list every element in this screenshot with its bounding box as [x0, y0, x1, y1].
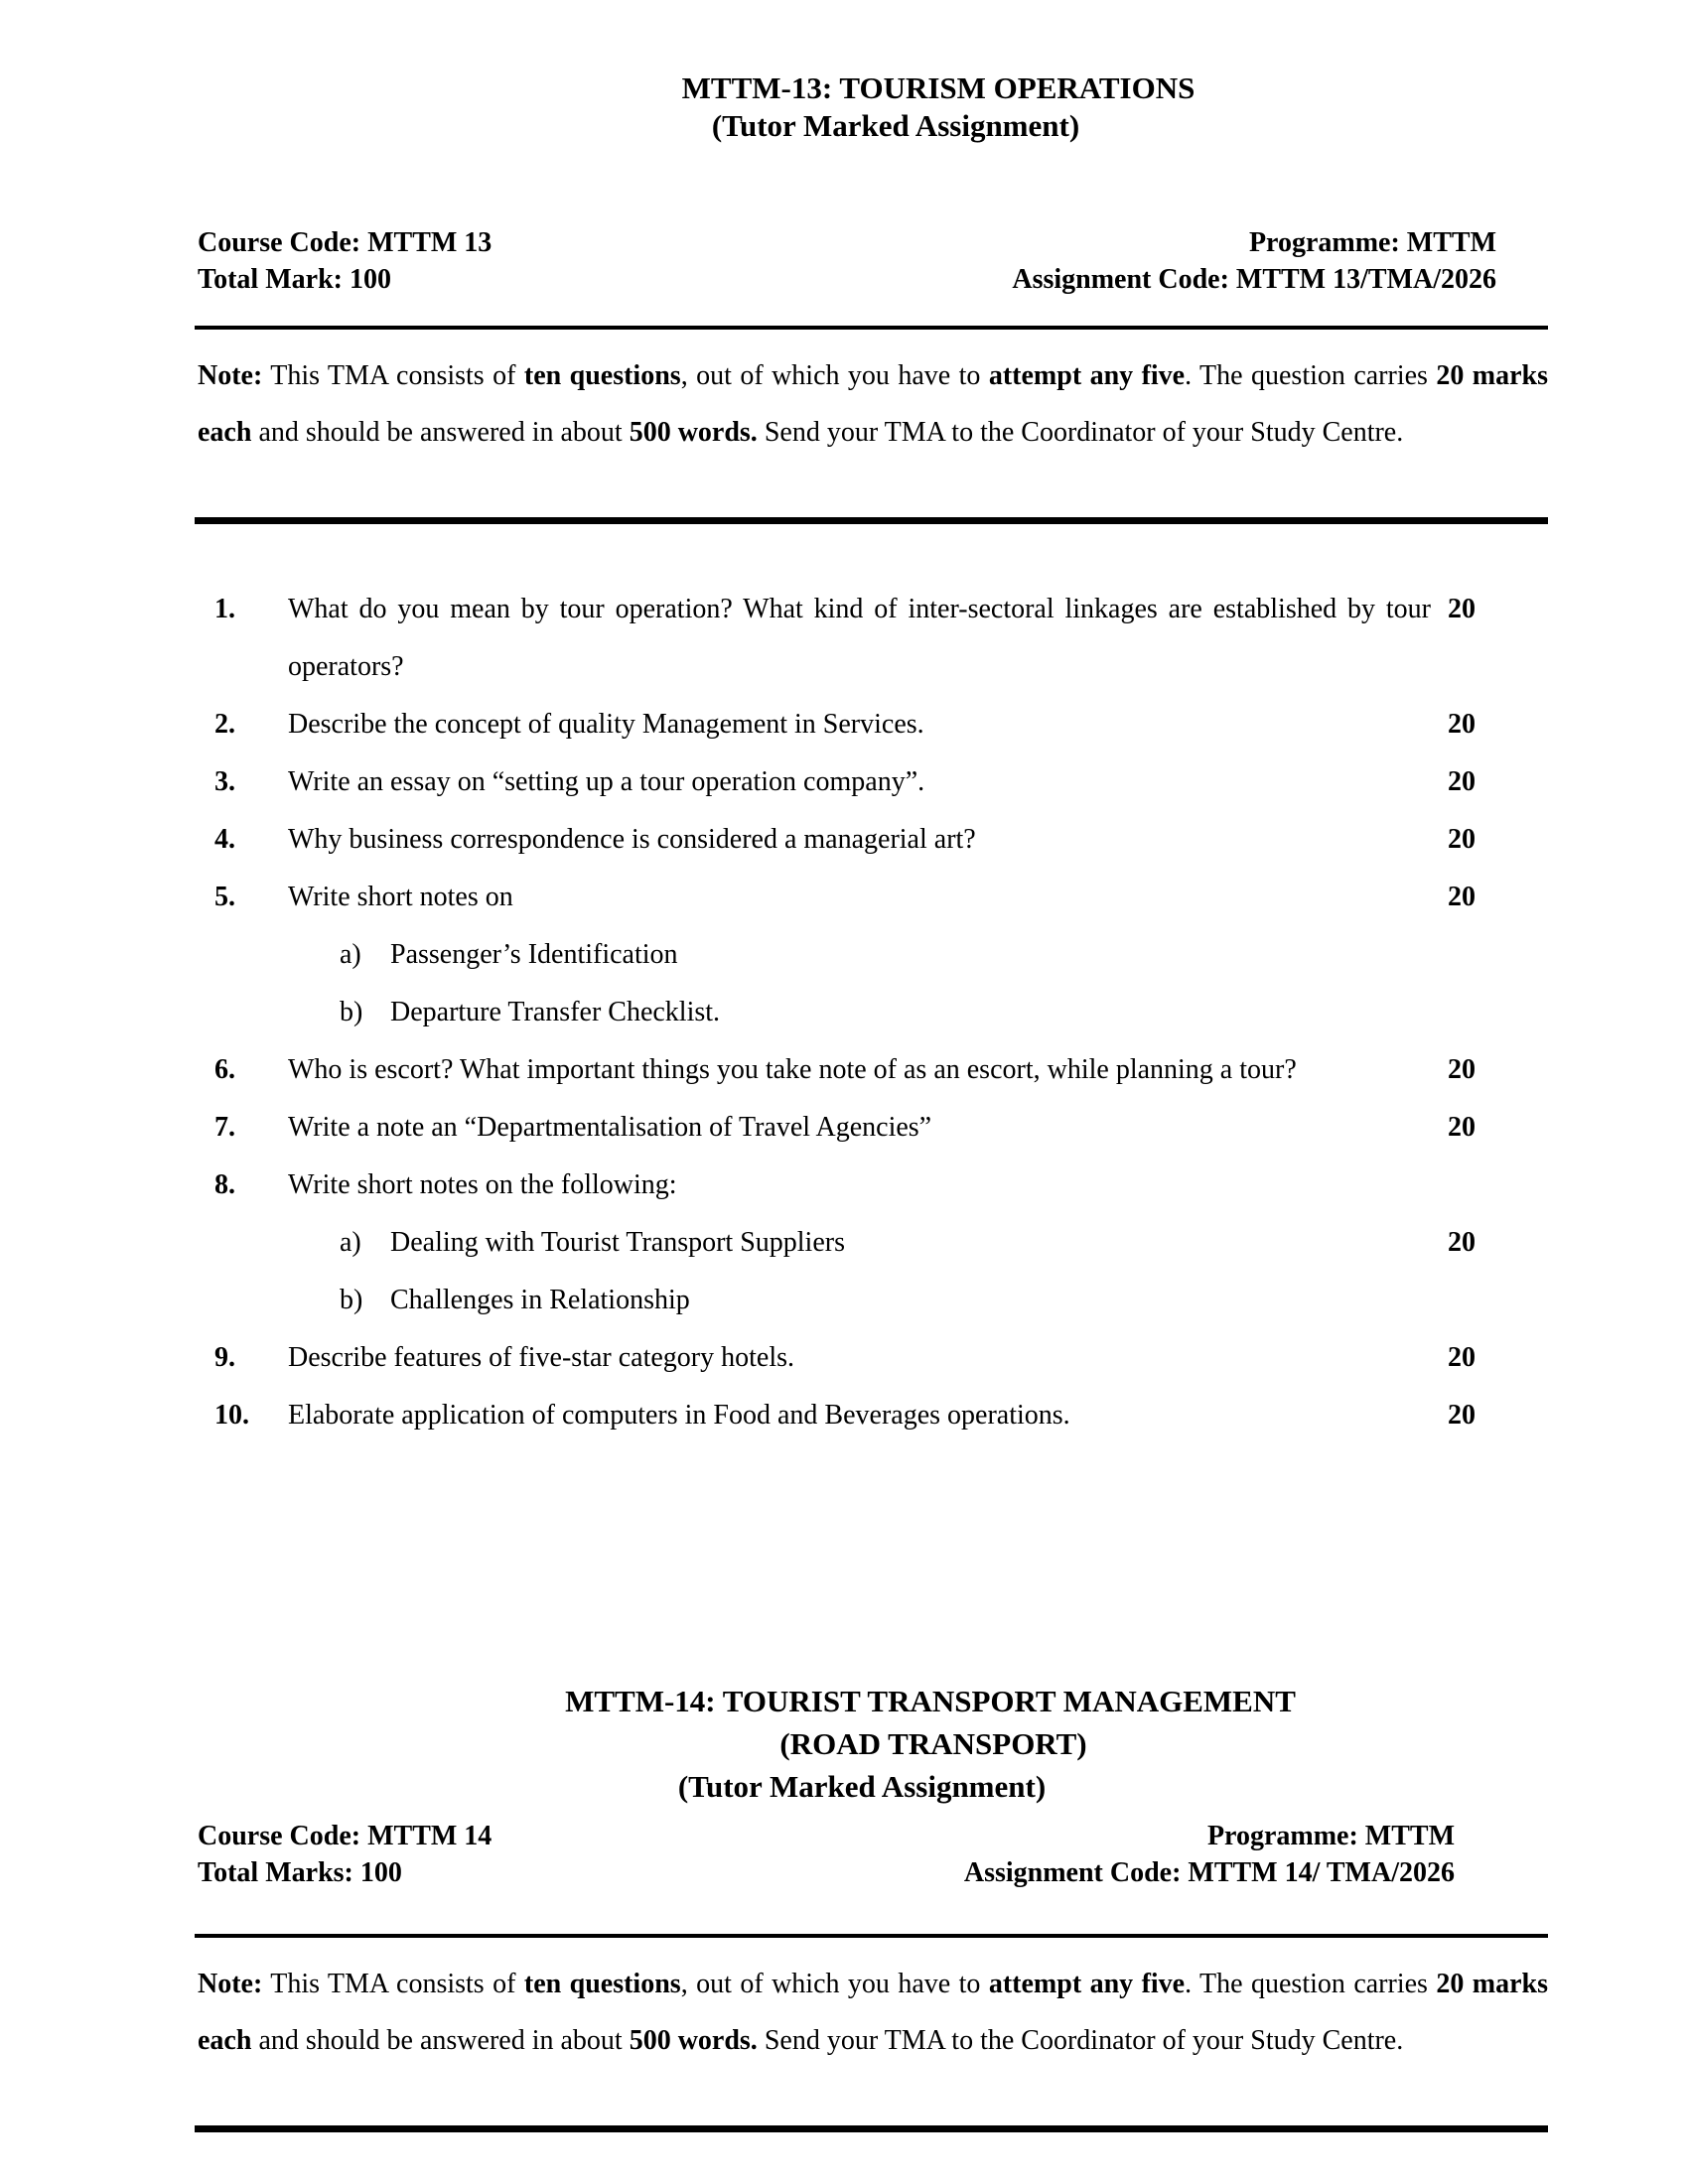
- section1-header-info: [198, 224, 1548, 298]
- question-row: [198, 753, 1548, 811]
- section2-subtitle-road-transport: (ROAD TRANSPORT): [779, 1726, 1087, 1761]
- question-mark: 20: [1448, 1342, 1476, 1373]
- question-row: [198, 696, 1548, 753]
- question-subitem-text: [288, 984, 1431, 1041]
- question-subitem-row: [198, 1214, 1548, 1272]
- question-number: 8.: [214, 1169, 235, 1200]
- question-text: Who is escort? What important things you take note of as an escort, while planning a tour?: [288, 1054, 1297, 1085]
- subitem-label-text: Challenges in Relationship: [390, 1285, 690, 1315]
- question-number: 6.: [214, 1054, 235, 1085]
- note-bold-text: 500 words.: [629, 2025, 758, 2056]
- question-mark: 20: [1448, 1227, 1476, 1258]
- question-row: [198, 1387, 1548, 1444]
- section1-programme: Programme: MTTM: [1248, 227, 1496, 258]
- question-text: Write short notes on: [288, 882, 513, 912]
- section1-assignment-code: Assignment Code: MTTM 13/TMA/2026: [1012, 264, 1496, 295]
- question-number: 5.: [214, 882, 235, 912]
- question-text: Elaborate application of computers in Food and Beverages operations.: [288, 1400, 1070, 1431]
- note-text: , out of which you have to: [680, 1969, 989, 1999]
- question-mark: [1431, 984, 1548, 1041]
- section2-header-left: [198, 1818, 492, 1891]
- section2-total-mark: Total Marks: 100: [198, 1857, 402, 1888]
- note-text: Send your TMA to the Coordinator of your Study Centre.: [757, 417, 1404, 448]
- section2-header-info: [198, 1818, 1548, 1891]
- question-mark: [1431, 926, 1548, 984]
- note-bold-text: attempt any five: [988, 1969, 1186, 1999]
- note-text: . The question carries: [1185, 1969, 1437, 1999]
- question-subitem-row: [198, 1272, 1548, 1329]
- question-text: Write short notes on the following:: [288, 1169, 677, 1200]
- question-number: 10.: [214, 1400, 249, 1431]
- subitem-label-text: Passenger’s Identification: [390, 939, 678, 970]
- subitem-label-text: Dealing with Tourist Transport Suppliers: [390, 1227, 845, 1258]
- question-text: Describe features of five-star category hotels.: [288, 1342, 794, 1373]
- question-row: [198, 1099, 1548, 1157]
- question-subitem-text: [288, 1272, 1431, 1329]
- question-mark: 20: [1448, 766, 1476, 797]
- question-number: 7.: [214, 1112, 235, 1143]
- question-row: [198, 869, 1548, 926]
- question-number: [198, 926, 288, 984]
- note-bold-text: 500 words.: [629, 417, 758, 448]
- note-bold-text: Note:: [198, 360, 263, 391]
- question-text: Describe the concept of quality Management in Services.: [288, 709, 924, 740]
- question-mark: 20: [1448, 1054, 1476, 1085]
- section2-note-divider: [195, 2125, 1548, 2132]
- question-mark: 20: [1448, 709, 1476, 740]
- question-mark: 20: [1448, 594, 1476, 624]
- note-bold-text: Note:: [198, 1969, 263, 1999]
- note-bold-text: 20 marks each: [198, 360, 1549, 448]
- subitem-label: b): [340, 1285, 363, 1315]
- question-text: Write an essay on “setting up a tour operation company”.: [288, 766, 925, 797]
- note-bold-text: 20 marks each: [198, 1969, 1549, 2056]
- question-number: 2.: [214, 709, 235, 740]
- question-mark: [1431, 1157, 1548, 1214]
- question-row: [198, 1041, 1548, 1099]
- question-subitem-text: [288, 926, 1431, 984]
- section2-header-right: [964, 1818, 1548, 1891]
- note-text: Send your TMA to the Coordinator of your Study Centre.: [757, 2025, 1404, 2056]
- question-subitem-row: [198, 984, 1548, 1041]
- question-number: 4.: [214, 824, 235, 855]
- question-row: [198, 1329, 1548, 1387]
- note-bold-text: attempt any five: [988, 360, 1186, 391]
- question-subitem-row: [198, 926, 1548, 984]
- note-bold-text: ten questions: [523, 1969, 681, 1999]
- section1-top-divider: [195, 326, 1548, 330]
- section2-assignment-code: Assignment Code: MTTM 14/ TMA/2026: [963, 1857, 1455, 1888]
- question-row: [198, 581, 1548, 696]
- subitem-label: a): [340, 1227, 361, 1258]
- section2-course-code: Course Code: MTTM 14: [198, 1821, 492, 1851]
- section1-note-divider: [195, 517, 1548, 524]
- question-number: [198, 984, 288, 1041]
- question-row: [198, 1157, 1548, 1214]
- subitem-label-text: Departure Transfer Checklist.: [390, 997, 721, 1027]
- note-bold-text: ten questions: [523, 360, 681, 391]
- question-mark: 20: [1448, 1112, 1476, 1143]
- question-number: [198, 1214, 288, 1272]
- question-text: What do you mean by tour operation? What kind of inter-sectoral linkages are established by tour operators?: [288, 594, 1431, 682]
- note-text: This TMA consists of: [262, 360, 524, 391]
- question-row: [198, 811, 1548, 869]
- section1-note-paragraph: [198, 347, 1548, 461]
- section2-subtitle-tma: (Tutor Marked Assignment): [677, 1769, 1047, 1804]
- note-text: . The question carries: [1185, 360, 1437, 391]
- section1-question-list: [198, 581, 1548, 1444]
- question-number: 1.: [214, 594, 235, 624]
- question-text: Write a note an “Departmentalisation of Travel Agencies”: [288, 1112, 932, 1143]
- section2-programme: Programme: MTTM: [1206, 1821, 1455, 1851]
- question-mark: [1431, 1272, 1548, 1329]
- section1-subtitle: (Tutor Marked Assignment): [711, 108, 1080, 143]
- section1-header-left: [198, 224, 492, 298]
- section1-header-right: [1012, 224, 1548, 298]
- note-text: This TMA consists of: [262, 1969, 524, 1999]
- question-text: Why business correspondence is considered a managerial art?: [288, 824, 976, 855]
- section2-note-paragraph: [198, 1956, 1548, 2069]
- question-number: 3.: [214, 766, 235, 797]
- question-subitem-text: [288, 1214, 1431, 1272]
- section1-title: MTTM-13: TOURISM OPERATIONS: [681, 70, 1196, 105]
- note-text: , out of which you have to: [680, 360, 989, 391]
- section1-total-mark: Total Mark: 100: [198, 264, 391, 295]
- note-text: and should be answered in about: [251, 2025, 630, 2056]
- question-mark: 20: [1448, 1400, 1476, 1431]
- section2-title: MTTM-14: TOURIST TRANSPORT MANAGEMENT: [565, 1684, 1296, 1718]
- section2-top-divider: [195, 1934, 1548, 1938]
- subitem-label: b): [340, 997, 363, 1027]
- question-number: [198, 1272, 288, 1329]
- subitem-label: a): [340, 939, 361, 970]
- question-mark: 20: [1448, 882, 1476, 912]
- note-text: and should be answered in about: [251, 417, 630, 448]
- section1-course-code: Course Code: MTTM 13: [198, 227, 492, 258]
- question-number: 9.: [214, 1342, 235, 1373]
- question-mark: 20: [1448, 824, 1476, 855]
